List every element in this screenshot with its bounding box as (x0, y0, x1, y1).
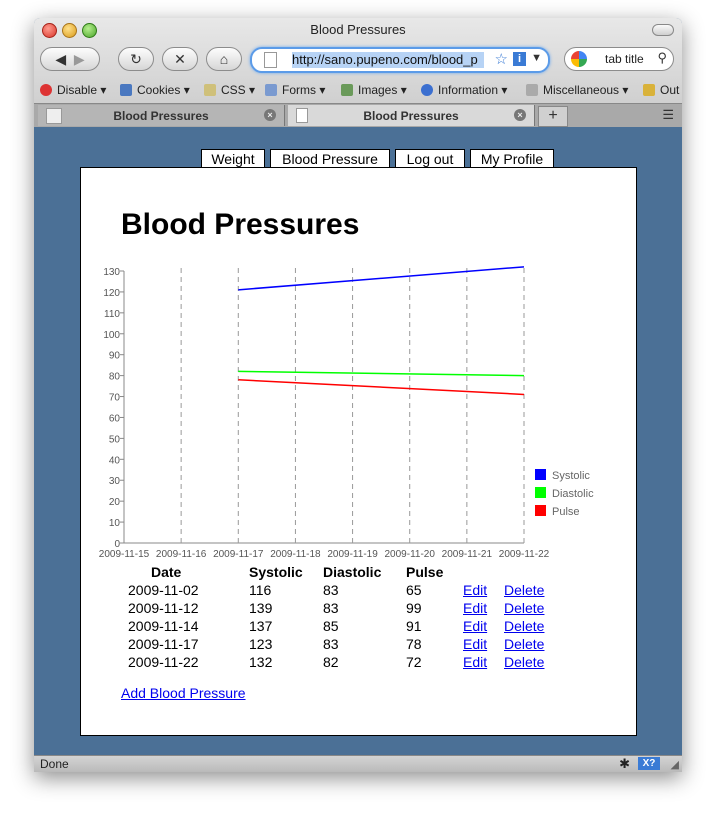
miscellaneous-icon (526, 84, 538, 96)
y-tick-label: 80 (108, 371, 120, 383)
systolic-cell: 132 (249, 654, 273, 670)
pulse-cell: 78 (406, 636, 422, 652)
bookmark-css[interactable]: CSS ▾ (204, 83, 255, 97)
firebug-icon[interactable]: ✱ (619, 756, 630, 771)
bookmark-label: Images (358, 83, 398, 97)
date-cell: 2009-11-22 (128, 654, 199, 670)
back-icon[interactable]: ◀ (55, 50, 67, 67)
diastolic-cell: 82 (323, 654, 339, 670)
url-dropdown-icon[interactable]: ▼ (531, 52, 542, 64)
bookmark-label: CSS (221, 83, 246, 97)
bookmark-cookies[interactable]: Cookies ▾ (120, 83, 190, 97)
page-icon (264, 52, 277, 68)
diastolic-cell: 85 (323, 618, 339, 634)
header-diastolic: Diastolic (323, 564, 382, 580)
date-cell: 2009-11-02 (128, 582, 199, 598)
y-tick-label: 100 (103, 329, 120, 341)
y-tick-label: 70 (108, 392, 120, 404)
blood-pressure-table (121, 563, 554, 671)
home-button[interactable] (206, 47, 242, 71)
tab-blood-pressures-2[interactable] (288, 105, 535, 126)
search-engine-icon[interactable] (571, 51, 587, 67)
pulse-cell: 72 (406, 654, 422, 670)
nav-profile-link[interactable]: My Profile (470, 149, 554, 169)
window-title: Blood Pressures (310, 22, 406, 37)
diastolic-cell: 83 (323, 600, 339, 616)
legend-label-systolic: Systolic (552, 470, 590, 482)
systolic-cell: 139 (249, 600, 273, 616)
information-icon (421, 84, 433, 96)
forward-icon[interactable]: ▶ (73, 50, 85, 67)
url-text[interactable]: http://sano.pupeno.com/blood_p (292, 52, 484, 68)
x-tick-label: 2009-11-17 (213, 549, 264, 560)
edit-link[interactable]: Edit (463, 618, 488, 634)
bookmark-label: Disable (57, 83, 98, 97)
back-forward-button[interactable] (40, 47, 100, 71)
y-tick-label: 110 (104, 308, 120, 320)
search-input[interactable] (564, 47, 674, 71)
header-systolic: Systolic (249, 564, 303, 580)
close-tab-icon[interactable]: × (264, 109, 276, 121)
disable-icon (40, 84, 52, 96)
y-tick-label: 0 (114, 539, 120, 550)
bookmark-information[interactable]: Information ▾ (421, 83, 507, 97)
stop-icon: ✕ (174, 50, 186, 67)
delete-link[interactable]: Delete (504, 618, 545, 634)
reload-icon: ↻ (130, 50, 142, 67)
outline-icon (643, 84, 655, 96)
table-row (121, 653, 554, 671)
diastolic-cell: 83 (323, 636, 339, 652)
edit-link[interactable]: Edit (463, 600, 488, 616)
x-tick-label: 2009-11-18 (270, 549, 321, 560)
bookmark-disable[interactable]: Disable ▾ (40, 83, 106, 97)
table-row (121, 635, 554, 653)
date-cell: 2009-11-12 (128, 600, 199, 616)
y-tick-label: 20 (108, 497, 120, 509)
x-tick-label: 2009-11-22 (498, 549, 550, 560)
edit-link[interactable]: Edit (463, 654, 488, 670)
tab-label: Blood Pressures (113, 109, 209, 123)
nav-blood-pressure-link[interactable]: Blood Pressure (270, 149, 390, 169)
home-icon: ⌂ (219, 51, 229, 67)
delete-link[interactable]: Delete (504, 654, 545, 670)
legend-label-diastolic: Diastolic (552, 488, 594, 500)
bookmark-images[interactable]: Images ▾ (341, 83, 407, 97)
y-tick-label: 40 (108, 455, 120, 467)
reload-button[interactable] (118, 47, 154, 71)
x-tick-label: 2009-11-21 (441, 549, 493, 560)
address-bar[interactable] (250, 47, 550, 73)
pulse-cell: 99 (406, 600, 422, 616)
page-title: Blood Pressures (121, 208, 360, 241)
bookmark-label: Forms (282, 83, 316, 97)
table-header-row (121, 563, 554, 581)
legend-swatch-systolic (535, 469, 546, 480)
header-pulse: Pulse (406, 564, 444, 580)
bookmark-label: Miscellaneous (543, 83, 620, 97)
tab-label: Blood Pressures (363, 109, 459, 123)
bookmark-forms[interactable]: Forms ▾ (265, 83, 325, 97)
table-row (121, 617, 554, 635)
resize-grip-icon[interactable]: ◢ (670, 759, 679, 771)
close-tab-icon[interactable]: × (514, 109, 526, 121)
bookmark-star-icon[interactable]: ☆ (494, 51, 508, 68)
edit-link[interactable]: Edit (463, 582, 488, 598)
table-row (121, 581, 554, 599)
cookies-icon (120, 84, 132, 96)
images-icon (341, 84, 353, 96)
delete-link[interactable]: Delete (504, 600, 545, 616)
extension-icon[interactable]: X? (638, 757, 660, 770)
pulse-cell: 91 (406, 618, 422, 634)
series-line-systolic (238, 267, 524, 290)
x-tick-label: 2009-11-16 (155, 549, 207, 560)
series-line-pulse (238, 380, 524, 395)
legend-swatch-pulse (535, 505, 546, 516)
y-tick-label: 90 (108, 350, 120, 362)
browser-window (34, 18, 682, 772)
systolic-cell: 123 (249, 636, 273, 652)
nav-logout-link[interactable]: Log out (395, 149, 465, 169)
new-tab-button[interactable]: + (538, 106, 568, 127)
delete-link[interactable]: Delete (504, 636, 545, 652)
series-line-diastolic (238, 371, 524, 375)
x-tick-label: 2009-11-15 (98, 549, 150, 560)
bookmark-outline[interactable] (643, 83, 679, 97)
info-icon[interactable]: i (513, 52, 526, 66)
blood-pressure-chart (81, 258, 636, 563)
legend-label-pulse: Pulse (552, 506, 580, 518)
bookmarks-bar (34, 80, 682, 100)
browser-chrome (34, 18, 682, 127)
y-tick-label: 130 (103, 267, 120, 278)
add-blood-pressure-link[interactable]: Add Blood Pressure (121, 685, 246, 701)
x-tick-label: 2009-11-19 (327, 549, 378, 560)
search-text: tab title (605, 52, 644, 66)
nav-weight-link[interactable]: Weight (201, 149, 265, 169)
y-tick-label: 60 (108, 413, 120, 425)
x-tick-label: 2009-11-20 (384, 549, 435, 560)
bookmark-label: Out (660, 83, 680, 97)
header-date: Date (151, 564, 182, 580)
tab-blood-pressures-1[interactable] (38, 105, 285, 126)
legend-swatch-diastolic (535, 487, 546, 498)
toolbar-toggle-button[interactable] (652, 24, 674, 36)
pulse-cell: 65 (406, 582, 422, 598)
search-icon[interactable]: ⚲ (657, 50, 667, 65)
css-icon (204, 84, 216, 96)
systolic-cell: 116 (249, 582, 272, 598)
main-panel (80, 167, 637, 736)
date-cell: 2009-11-14 (128, 618, 199, 634)
y-tick-label: 30 (108, 476, 120, 488)
y-tick-label: 50 (108, 434, 120, 446)
page-content (34, 127, 682, 755)
y-tick-label: 10 (108, 518, 120, 530)
y-tick-label: 120 (103, 287, 120, 299)
status-bar (34, 755, 682, 772)
edit-link[interactable]: Edit (463, 636, 488, 652)
bookmark-miscellaneous[interactable]: Miscellaneous ▾ (526, 83, 628, 97)
bookmark-label: Cookies (137, 83, 181, 97)
systolic-cell: 137 (249, 618, 273, 634)
table-row (121, 599, 554, 617)
diastolic-cell: 83 (323, 582, 339, 598)
bookmark-label: Information (438, 83, 499, 97)
forms-icon (265, 84, 277, 96)
tab-bar (34, 103, 682, 127)
tab-list-icon[interactable]: ☰ (662, 107, 674, 122)
delete-link[interactable]: Delete (504, 582, 545, 598)
status-text: Done (40, 757, 69, 771)
stop-button[interactable] (162, 47, 198, 71)
date-cell: 2009-11-17 (128, 636, 199, 652)
